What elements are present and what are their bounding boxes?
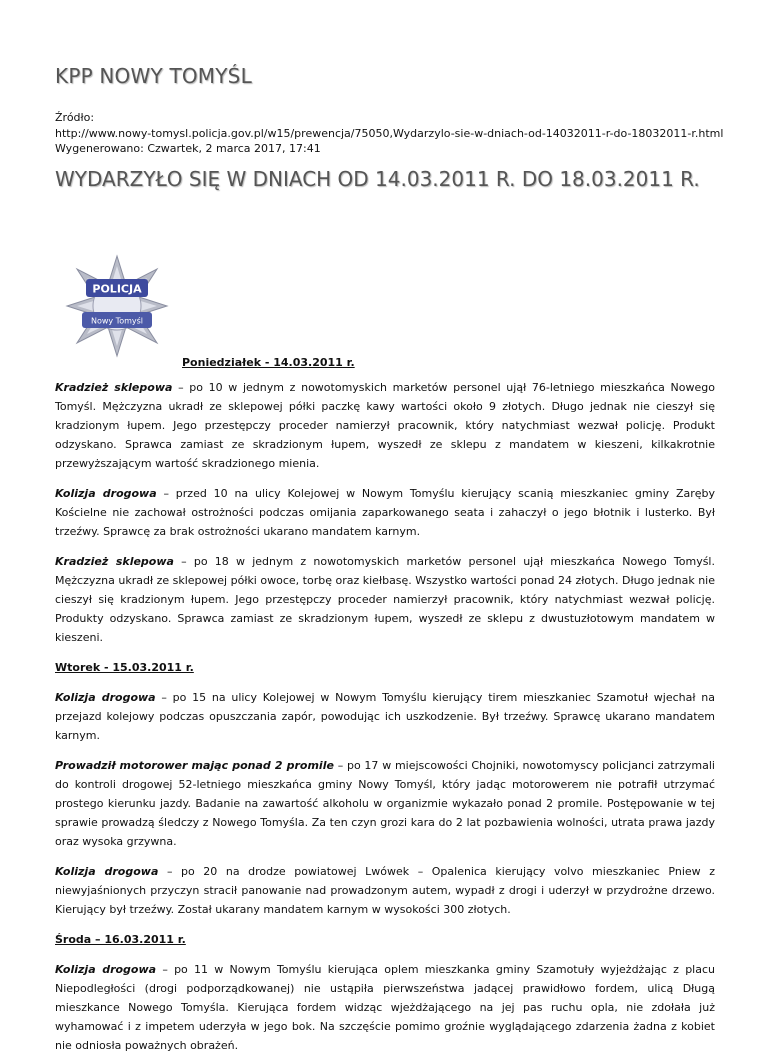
source-meta (55, 110, 735, 157)
site-title: KPP NOWY TOMYŚL (55, 64, 252, 88)
entry-paragraph (55, 862, 715, 919)
entry-paragraph (55, 552, 715, 647)
entry-lead: Kolizja drogowa (55, 487, 157, 500)
article-title: WYDARZYŁO SIĘ W DNIACH OD 14.03.2011 R. DO 18.03.2011 R. (55, 167, 700, 191)
source-label: Źródło: (55, 111, 95, 124)
entry-lead: Kolizja drogowa (55, 691, 156, 704)
entry-text: – po 20 na drodze powiatowej Lwówek – Opalenica kierujący volvo mieszkaniec Pniew z niewyjaśnionych przyczyn stracił panowanie nad prowadzonym autem, wypadł z drogi i uderzył w przydrożne drzewo. Kierujący był trzeźwy. Został ukarany mandatem karnym w wysokości 300 złotych. (55, 865, 715, 916)
entry-lead: Kolizja drogowa (55, 963, 157, 976)
entry-text: – po 15 na ulicy Kolejowej w Nowym Tomyślu kierujący tirem mieszkaniec Szamotuł wjechał na przejazd kolejowy podczas opuszczania zapór, powodując ich uszkodzenie. Był trzeźwy. Sprawcę ukarano mandatem karnym. (55, 691, 715, 742)
entry-lead: Kolizja drogowa (55, 865, 159, 878)
entry-paragraph (55, 960, 715, 1055)
entry-paragraph (55, 378, 715, 473)
entry-paragraph (55, 688, 715, 745)
police-badge-logo (62, 254, 172, 359)
entry-text: – po 11 w Nowym Tomyślu kierująca oplem mieszkanka gminy Szamotuły wyjeżdżając z placu Niepodległości (drogi podporządkowanej) nie ustąpiła pierwszeństwa jadącej prawidłowo fordem, ulicą Długą mieszkance Nowego Tomyśla. Kierująca fordem widząc wjeżdżającego na jej pas ruchu opla, nie zdołała już wyhamować i z impetem uderzyła w jego bok. Na szczęście pomimo groźnie wyglądającego zdarzenia żadna z kobiet nie odniosła poważnych obrażeń. (55, 963, 715, 1052)
entry-lead: Kradzież sklepowa (55, 381, 173, 394)
entry-lead: Kradzież sklepowa (55, 555, 174, 568)
badge-top-text: POLICJA (92, 282, 142, 296)
badge-bottom-text: Nowy Tomyśl (90, 316, 144, 326)
entry-text: – po 17 w miejscowości Chojniki, nowotomyscy policjanci zatrzymali do kontroli drogowej 52-letniego mieszkańca gminy Nowy Tomyśl, który jadąc motorowerem nie potrafił utrzymać prostego kierunku jazdy. Badanie na zawartość alkoholu w organizmie wykazało ponad 2 promile. Postępowanie w tej sprawie prowadzą śledczy z Nowego Tomyśla. Za ten czyn grozi kara do 2 lat pozbawienia wolności, utrata prawa jazdy oraz wysoka grzywna. (55, 759, 715, 848)
entry-text: – po 10 w jednym z nowotomyskich marketów personel ujął 76-letniego mieszkańca Nowego Tomyśl. Mężczyzna ukradł ze sklepowej półki paczkę kawy wartości około 9 złotych. Długo jednak nie cieszył się kradzionym łupem. Jego przestępczy proceder namierzył pracownik, który natychmiast wezwał policję. Produkt odzyskano. Sprawca zamiast ze skradzionym łupem, wyszedł ze sklepu z mandatem w kieszeni, kilkakrotnie przewyższającym wartość skradzionego mienia. (55, 381, 715, 470)
day-heading-wednesday: Środa – 16.03.2011 r. (55, 933, 186, 946)
article-body (55, 378, 715, 1055)
generated-date: Wygenerowano: Czwartek, 2 marca 2017, 17:41 (55, 142, 321, 155)
entry-paragraph (55, 756, 715, 851)
source-url: http://www.nowy-tomysl.policja.gov.pl/w15/prewencja/75050,Wydarzylo-sie-w-dniach-od-14032011-r-do-18032011-r.html (55, 126, 724, 140)
entry-text: – po 18 w jednym z nowotomyskich marketów personel ujął mieszkańca Nowego Tomyśl. Mężczyzna ukradł ze sklepowej półki owoce, torbę oraz kiełbasę. Wszystko wartości ponad 24 złotych. Długo jednak nie cieszył się kradzionym łupem. Jego przestępczy proceder namierzył pracownik, który natychmiast wezwał policję. Produkty odzyskano. Sprawca zamiast ze skradzionym łupem, wyszedł ze sklepu z dwustuzłotowym mandatem w kieszeni. (55, 555, 715, 644)
entry-paragraph (55, 484, 715, 541)
day-heading-tuesday: Wtorek - 15.03.2011 r. (55, 661, 194, 674)
day-heading-monday: Poniedziałek - 14.03.2011 r. (182, 356, 355, 369)
entry-text: – przed 10 na ulicy Kolejowej w Nowym Tomyślu kierujący scanią mieszkaniec gminy Zaręby Kościelne nie zachował ostrożności podczas omijania zaparkowanego seata i zahaczył o jego błotnik i lusterko. Był trzeźwy. Sprawcę za brak ostrożności ukarano mandatem karnym. (55, 487, 716, 538)
entry-lead: Prowadził motorower mając ponad 2 promile (55, 759, 334, 772)
